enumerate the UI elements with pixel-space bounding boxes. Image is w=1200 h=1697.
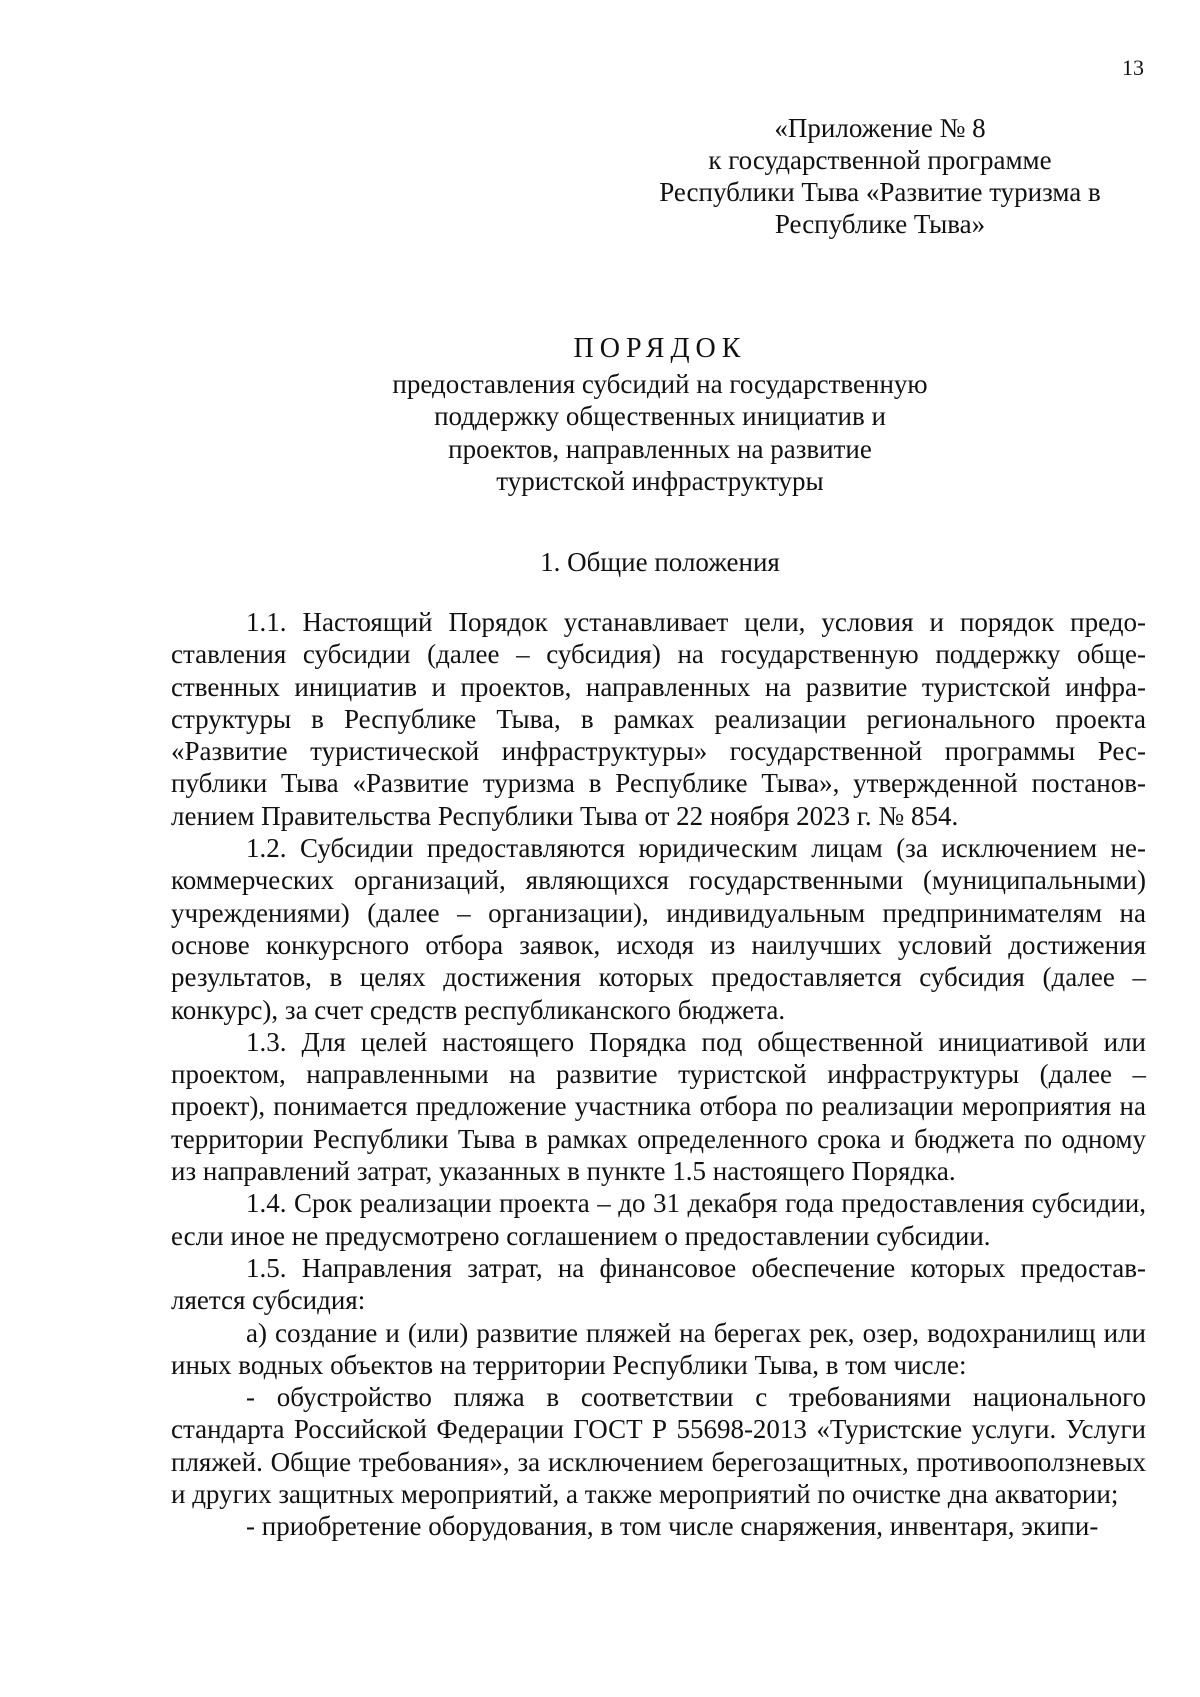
appendix-line: Республике Тыва» <box>774 209 986 239</box>
appendix-line: к государственной программе <box>708 145 1052 175</box>
appendix-line: Республики Тыва «Развитие туризма в <box>659 177 1101 207</box>
paragraph-1-3: 1.3. Для целей настоящего Порядка под общественной инициативой или проектом, направленными на развитие туристской инфраструктуры (далее – проект), понимается предложение участника отбора по реализации мероприятия на территории Республики Тыва в рамках определенного срока и бюджета по одному из направлений затрат, указанных в пункте 1.5 настоящего Порядка. <box>171 1026 1146 1187</box>
body-text <box>171 606 1146 1543</box>
paragraph-bullet-equipment: - приобретение оборудования, в том числе снаряжения, инвентаря, экипи- <box>246 1511 1099 1542</box>
paragraph-1-1: 1.1. Настоящий Порядок устанавливает цели, условия и порядок предоставления субсидии (далее – субсидия) на государственную поддержку общественных инициатив и проектов, направленных на развитие туристской инфраструктуры в Республике Тыва, в рамках реализации регионального проекта «Развитие туристической инфраструктуры» государственной программы Республики Тыва «Развитие туризма в Республике Тыва», утвержденной постановлением Правительства Республики Тыва от 22 ноября 2023 г. № 854. <box>171 607 1146 831</box>
appendix-reference <box>600 112 1160 240</box>
page-number: 13 <box>1122 55 1144 80</box>
appendix-line: «Приложение № 8 <box>774 113 986 143</box>
title-main: ПОРЯДОК <box>573 333 747 364</box>
paragraph-1-4: 1.4. Срок реализации проекта – до 31 декабря года предоставления субсидии, если иное не предусмотрено соглашением о предоставлении субсидии. <box>171 1188 1146 1251</box>
title-line: туристской инфраструктуры <box>496 466 824 496</box>
title-line: проектов, направленных на развитие <box>448 433 872 464</box>
document-title <box>160 333 1160 498</box>
paragraph-1-5: 1.5. Направления затрат, на финансовое обеспечение которых предоставляется субсидия: <box>171 1252 1146 1316</box>
paragraph-bullet-beach: - обустройство пляжа в соответствии с требованиями национального стандарта Российской Федерации ГОСТ Р 55698-2013 «Туристские услуги. Услуги пляжей. Общие требования», за исключением берегозащитных, противооползневых и других защитных мероприятий, а также мероприятий по очистке дна акватории; <box>171 1382 1146 1510</box>
title-line: предоставления субсидий на государственную <box>392 368 928 399</box>
title-line: поддержку общественных инициатив и <box>434 401 886 431</box>
paragraph-1-2: 1.2. Субсидии предоставляются юридическим лицам (за исключением некоммерческих организаций, являющихся государственными (муниципальными) учреждениями) (далее – организации), индивидуальным предпринимателям на основе конкурсного отбора заявок, исходя из наилучших условий достижения результатов, в целях достижения которых предоставляется субсидия (далее – конкурс), за счет средств республиканского бюджета. <box>171 833 1146 1025</box>
section-heading: 1. Общие положения <box>540 547 780 577</box>
paragraph-item-a: а) создание и (или) развитие пляжей на берегах рек, озер, водохранилищ или иных водных объектов на территории Республики Тыва, в том числе: <box>171 1317 1146 1380</box>
